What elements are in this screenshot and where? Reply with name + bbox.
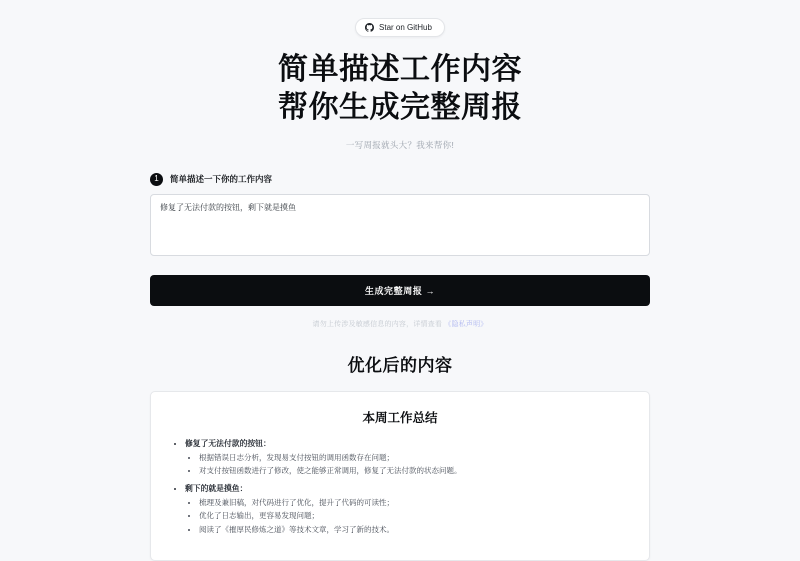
result-outline-item-text: 修复了无法付款的按钮： (185, 438, 271, 448)
page-subtitle: 一写周报就头大？我来帮你! (345, 139, 455, 150)
generate-report-button[interactable]: 生成完整周报 → (150, 275, 650, 306)
work-input-label: 简单描述一下你的工作内容 (170, 174, 273, 185)
headline-line-2: 帮你生成完整周报 (278, 91, 522, 125)
privacy-policy-link[interactable]: 《隐私声明》 (444, 320, 488, 328)
star-on-github-button[interactable] (355, 18, 445, 37)
result-outline-subitem: • 对支付按钮函数进行了修改，使之能够正常调用，修复了无法付款的状态问题。 (199, 465, 631, 477)
result-outline-sublist (185, 497, 631, 535)
result-card (150, 391, 650, 561)
field-label-row (150, 173, 650, 186)
result-outline-item (185, 438, 631, 477)
work-description-input[interactable] (150, 194, 650, 256)
content-container (150, 0, 650, 561)
github-icon (365, 23, 374, 32)
input-form (150, 173, 650, 329)
result-outline-list (169, 438, 631, 536)
result-outline-item (185, 483, 631, 536)
privacy-disclaimer (150, 319, 650, 329)
privacy-disclaimer-text: 请勿上传涉及敏感信息的内容，详情查看 (312, 320, 443, 328)
result-outline-item-text: 剩下的就是摸鱼： (185, 484, 248, 494)
star-on-github-label: Star on GitHub (379, 22, 432, 32)
result-outline-subitem: • 优化了日志输出，更容易发现问题； (199, 510, 631, 522)
result-outline-subitem: • 梳理及兼旧稿，对代码进行了优化，提升了代码的可读性； (199, 497, 631, 509)
result-card-title: 本周工作总结 (362, 410, 438, 425)
headline-line-1: 简单描述工作内容 (278, 53, 522, 86)
result-outline-subitem: • 根据错误日志分析，发现易支付按钮的调用函数存在问题； (199, 452, 631, 464)
step-number-badge: 1 (150, 173, 163, 186)
result-outline-sublist (185, 452, 631, 477)
result-section-title: 优化后的内容 (347, 355, 453, 375)
result-outline-subitem: • 阅读了《摧厚民修炼之道》等技术文章，学习了新的技术。 (199, 524, 631, 536)
page-title (150, 51, 650, 128)
github-button-row (150, 18, 650, 37)
